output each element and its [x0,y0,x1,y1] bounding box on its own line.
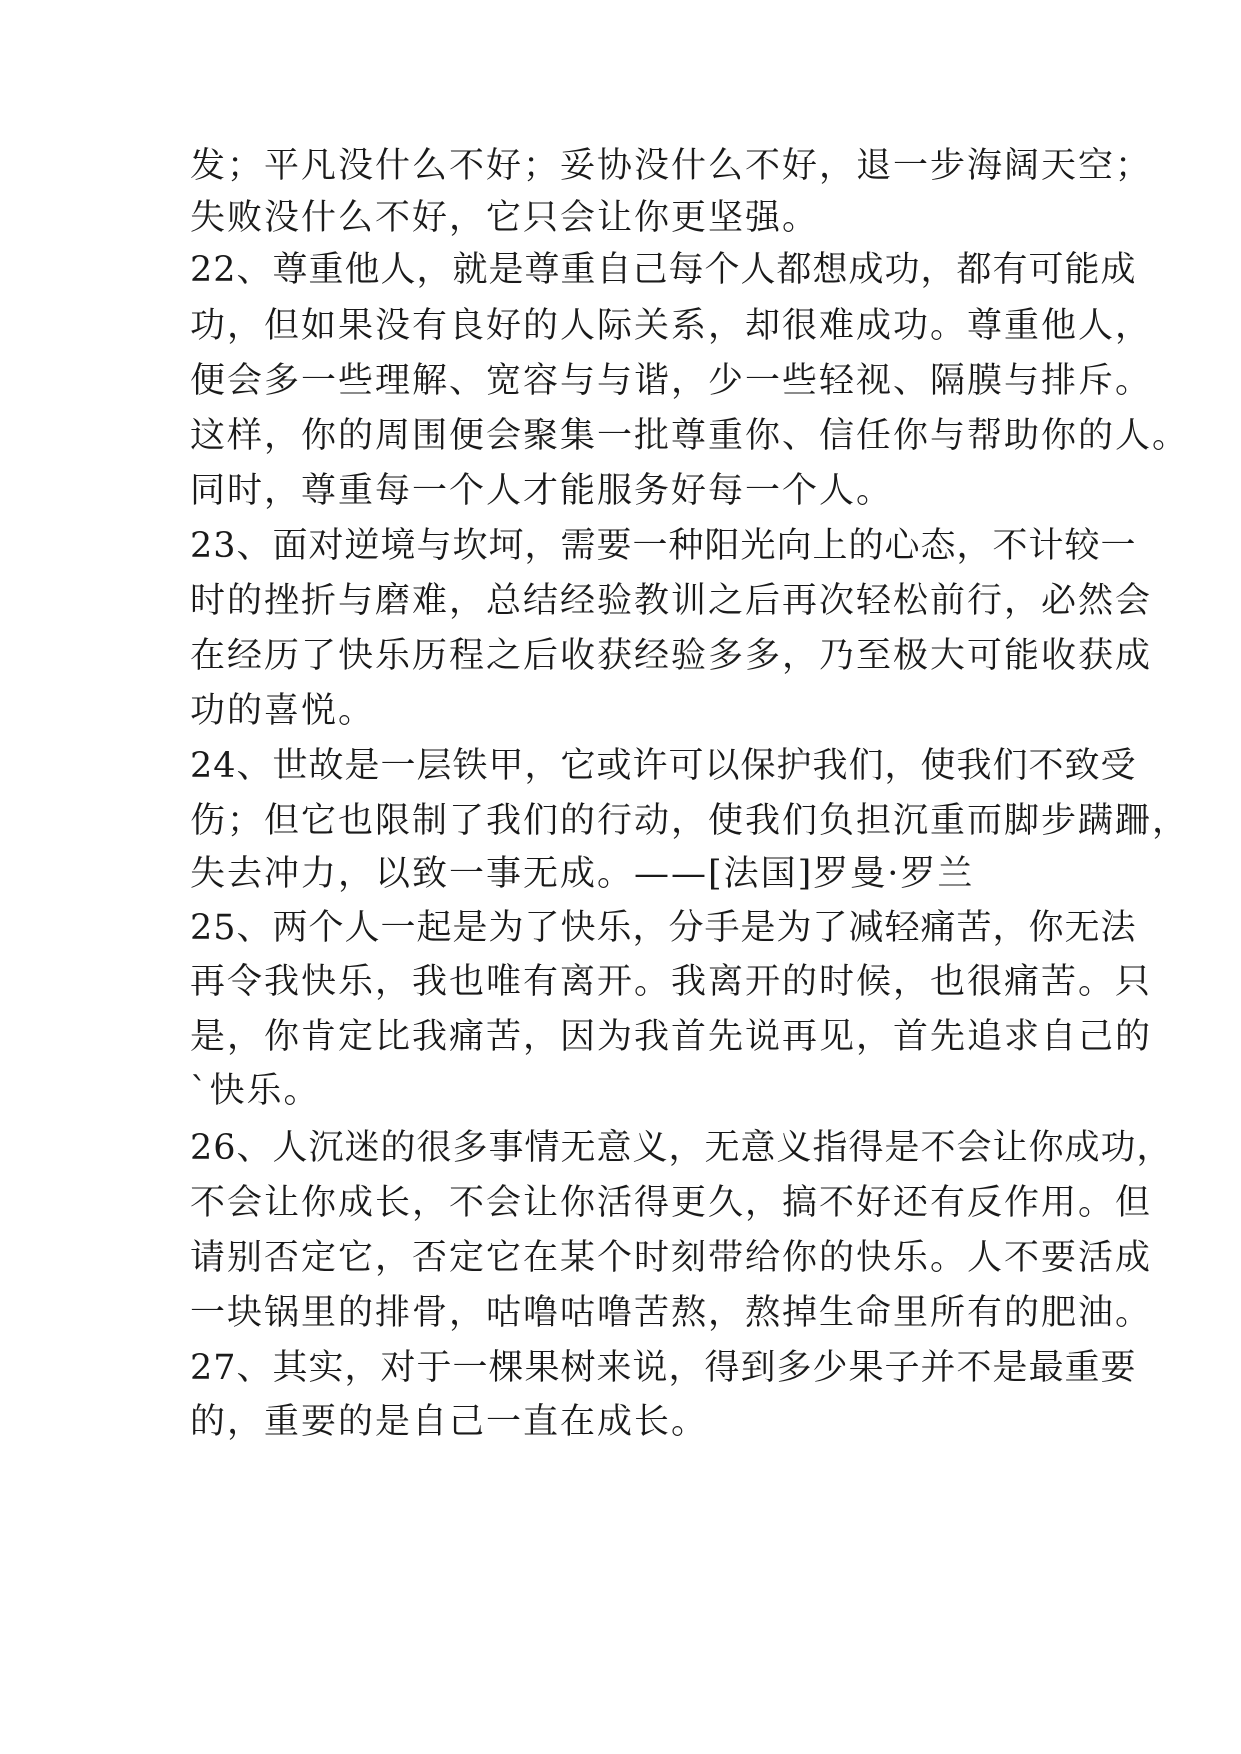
text-line: 23、面对逆境与坎坷，需要一种阳光向上的心态，不计较一 [190,526,1137,566]
text-line: 失败没什么不好，它只会让你更坚强。 [190,198,820,238]
text-line: 便会多一些理解、宽容与与谐，少一些轻视、隔膜与排斥。 [190,361,1153,401]
text-line: 是，你肯定比我痛苦，因为我首先说再见，首先追求自己的 [190,1017,1153,1057]
text-line: `快乐。 [190,1071,321,1111]
text-line: 失去冲力，以致一事无成。——[法国]罗曼·罗兰 [190,854,975,894]
text-line: 发；平凡没什么不好；妥协没什么不好，退一步海阔天空； [190,146,1153,186]
text-line: 时的挫折与磨难，总结经验教训之后再次轻松前行，必然会 [190,581,1153,621]
text-line: 的，重要的是自己一直在成长。 [190,1402,709,1442]
text-line: 25、两个人一起是为了快乐，分手是为了减轻痛苦，你无法 [190,908,1137,948]
text-line: 再令我快乐，我也唯有离开。我离开的时候，也很痛苦。只 [190,962,1153,1002]
text-line: 一块锅里的排骨，咕噜咕噜苦熬，熬掉生命里所有的肥油。 [190,1293,1153,1333]
text-line: 26、人沉迷的很多事情无意义，无意义指得是不会让你成功， [190,1128,1173,1168]
text-line: 22、尊重他人，就是尊重自己每个人都想成功，都有可能成 [190,250,1137,290]
text-line: 24、世故是一层铁甲，它或许可以保护我们，使我们不致受 [190,746,1137,786]
text-line: 同时，尊重每一个人才能服务好每一个人。 [190,471,894,511]
text-line: 不会让你成长，不会让你活得更久，搞不好还有反作用。但 [190,1183,1153,1223]
text-line: 功，但如果没有良好的人际关系，却很难成功。尊重他人， [190,306,1153,346]
text-line: 这样，你的周围便会聚集一批尊重你、信任你与帮助你的人。 [190,416,1190,456]
text-line: 27、其实，对于一棵果树来说，得到多少果子并不是最重要 [190,1348,1137,1388]
text-line: 功的喜悦。 [190,691,376,731]
text-line: 请别否定它，否定它在某个时刻带给你的快乐。人不要活成 [190,1238,1153,1278]
text-line: 在经历了快乐历程之后收获经验多多，乃至极大可能收获成 [190,636,1153,676]
text-line: 伤；但它也限制了我们的行动，使我们负担沉重而脚步蹒跚， [190,801,1190,841]
